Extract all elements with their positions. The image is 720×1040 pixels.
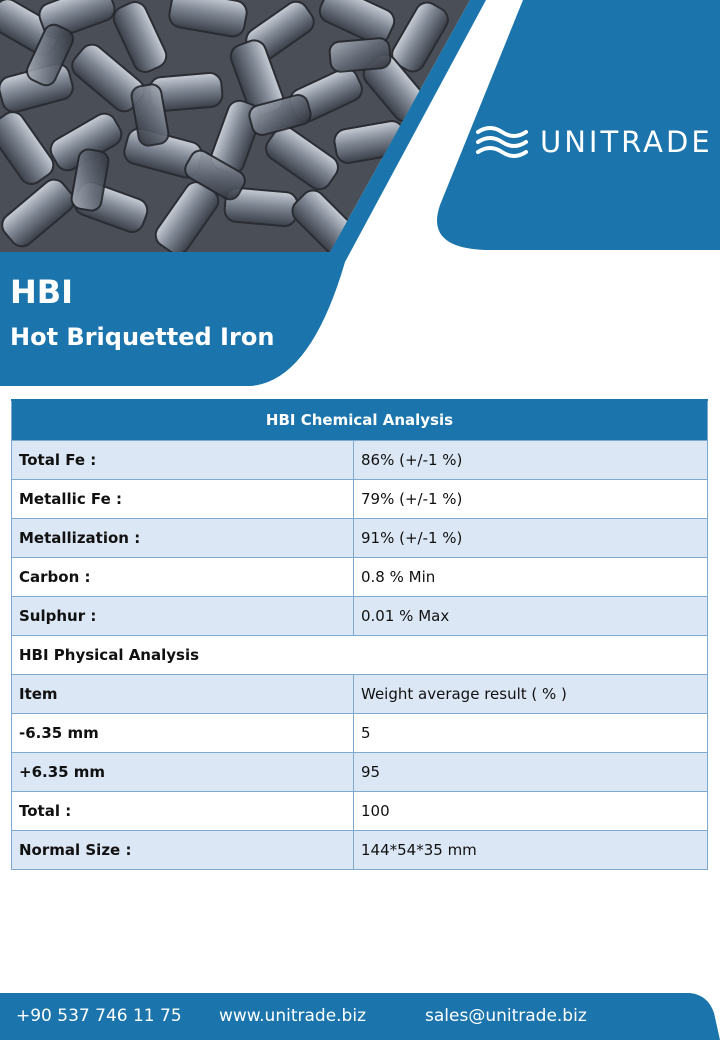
row-value: Weight average result ( % ) — [354, 674, 708, 713]
row-value: 0.01 % Max — [354, 596, 708, 635]
table-row — [12, 674, 708, 713]
wave-logo-icon — [476, 123, 528, 161]
analysis-table — [11, 399, 708, 870]
row-label: Metallization : — [12, 518, 354, 557]
table-row — [12, 830, 708, 869]
row-value: 144*54*35 mm — [354, 830, 708, 869]
row-label: Sulphur : — [12, 596, 354, 635]
row-value: 86% (+/-1 %) — [354, 440, 708, 479]
table-row — [12, 440, 708, 479]
table-row — [12, 479, 708, 518]
table-row — [12, 791, 708, 830]
physical-heading: HBI Physical Analysis — [12, 635, 708, 674]
title-sub: Hot Briquetted Iron — [10, 323, 275, 351]
table-row — [12, 752, 708, 791]
footer-email[interactable]: sales@unitrade.biz — [425, 1006, 587, 1026]
title-main: HBI — [10, 273, 74, 311]
row-label: -6.35 mm — [12, 713, 354, 752]
row-value: 100 — [354, 791, 708, 830]
table-header-row — [12, 400, 708, 440]
table-row — [12, 557, 708, 596]
brand-name: UNITRADE — [540, 125, 713, 159]
row-value: 0.8 % Min — [354, 557, 708, 596]
row-value: 91% (+/-1 %) — [354, 518, 708, 557]
row-value: 79% (+/-1 %) — [354, 479, 708, 518]
row-label: +6.35 mm — [12, 752, 354, 791]
footer-website[interactable]: www.unitrade.biz — [219, 1006, 366, 1026]
row-label: Total : — [12, 791, 354, 830]
table-row — [12, 518, 708, 557]
row-value: 95 — [354, 752, 708, 791]
page-title — [10, 272, 274, 352]
table-row — [12, 596, 708, 635]
row-label: Normal Size : — [12, 830, 354, 869]
row-value: 5 — [354, 713, 708, 752]
chemical-heading: HBI Chemical Analysis — [12, 400, 708, 440]
brand-logo — [476, 118, 716, 166]
row-label: Carbon : — [12, 557, 354, 596]
row-label: Metallic Fe : — [12, 479, 354, 518]
row-label: Item — [12, 674, 354, 713]
row-label: Total Fe : — [12, 440, 354, 479]
physical-heading-row — [12, 635, 708, 674]
table-row — [12, 713, 708, 752]
footer-phone[interactable]: +90 537 746 11 75 — [16, 1006, 182, 1026]
